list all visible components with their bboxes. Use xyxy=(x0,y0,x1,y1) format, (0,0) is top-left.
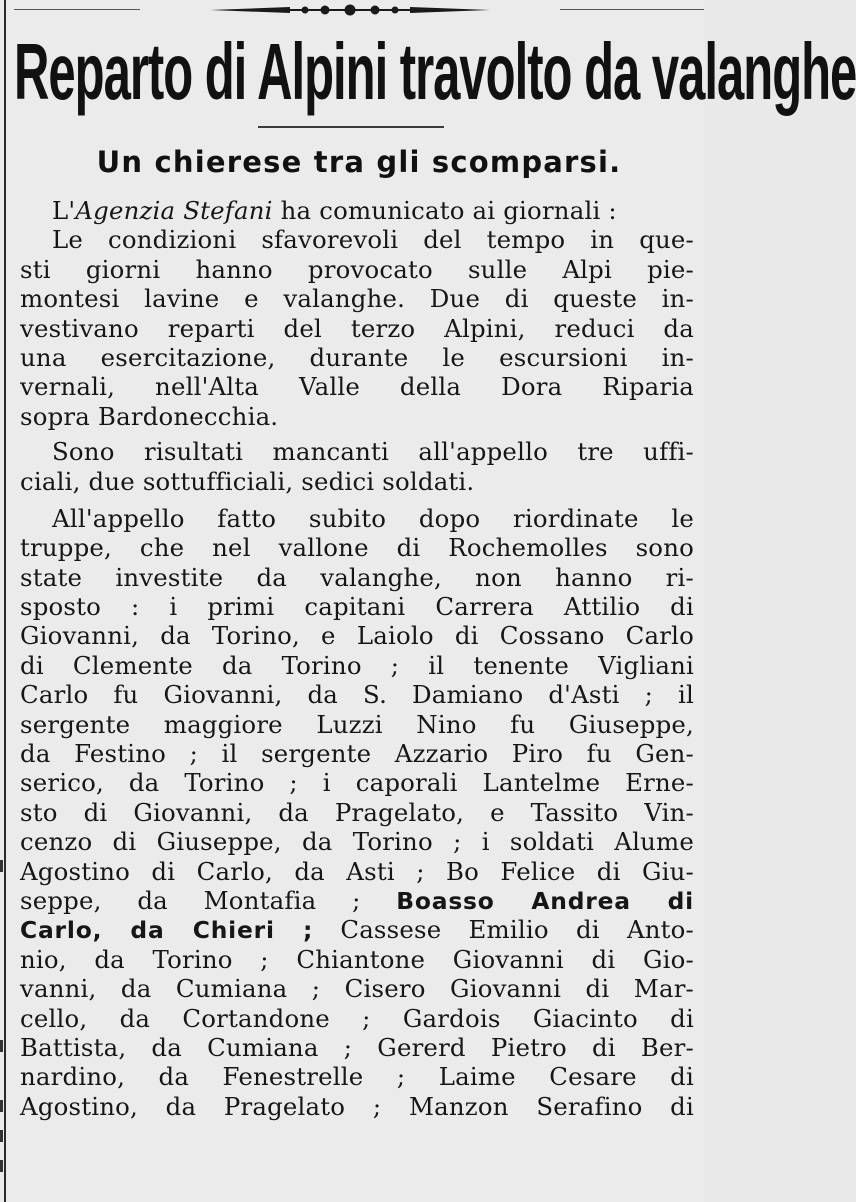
text-line: da Festino ; il sergente Azzario Piro fu Gen- xyxy=(20,739,694,769)
subheadline: Un chierese tra gli scomparsi. xyxy=(96,145,622,179)
highlighted-name: Boasso Andrea di xyxy=(396,886,694,915)
text-line: serico, da Torino ; i caporali Lantelme Erne- xyxy=(20,768,694,798)
text-line: nardino, da Fenestrelle ; Laime Cesare di xyxy=(20,1062,694,1092)
text-line: sposto : i primi capitani Carrera Attilio di xyxy=(20,592,694,622)
text-line: Carlo fu Giovanni, da S. Damiano d'Asti ; il xyxy=(20,680,694,710)
article-body xyxy=(20,196,694,1121)
text-line: Le condizioni sfavorevoli del tempo in que- xyxy=(52,225,694,255)
text-line: di Clemente da Torino ; il tenente Vigliani xyxy=(20,650,694,680)
text-line: sti giorni hanno provocato sulle Alpi pie- xyxy=(20,254,694,284)
paragraph-3 xyxy=(20,504,694,1121)
paragraph-1 xyxy=(20,225,694,431)
text-line: vernali, nell'Alta Valle della Dora Riparia xyxy=(20,372,694,402)
text-line: montesi lavine e valanghe. Due di queste in- xyxy=(20,284,694,314)
headline: Reparto di Alpini travolto da valanghe xyxy=(14,29,856,117)
text-line: All'appello fatto subito dopo riordinate le xyxy=(52,503,694,533)
text-line: truppe, che nel vallone di Rochemolles sono xyxy=(20,533,694,563)
text-line: vanni, da Cumiana ; Cisero Giovanni di Mar- xyxy=(20,974,694,1004)
text-line: sopra Bardonecchia. xyxy=(20,401,279,431)
text-line: state investite da valanghe, non hanno ri- xyxy=(20,562,694,592)
text-line: cenzo di Giuseppe, da Torino ; i soldati Alume xyxy=(20,827,694,857)
text-line: sergente maggiore Luzzi Nino fu Giuseppe, xyxy=(20,709,694,739)
text-line: una esercitazione, durante le escursioni in- xyxy=(20,342,694,372)
agency-name: Agenzia Stefani xyxy=(75,196,273,225)
text-line: ciali, due sottufficiali, sedici soldati. xyxy=(20,466,475,496)
text-line: nio, da Torino ; Chiantone Giovanni di Gio- xyxy=(20,944,694,974)
column-rule xyxy=(4,0,6,1202)
margin-marks xyxy=(0,860,4,1190)
text-line: sto di Giovanni, da Pragelato, e Tassito Vin- xyxy=(20,797,694,827)
text-line: Agostino di Carlo, da Asti ; Bo Felice di Giu- xyxy=(20,856,694,886)
text-line: vestivano reparti del terzo Alpini, reduci da xyxy=(20,313,694,343)
headline-divider xyxy=(258,126,444,128)
text-line: seppe, da Montafia ; Boasso Andrea di xyxy=(20,885,694,915)
paragraph-2 xyxy=(20,437,694,496)
highlighted-name: Carlo, da Chieri ; xyxy=(20,916,314,945)
text-line: Sono risultati mancanti all'appello tre uffi- xyxy=(52,437,694,467)
text-line: Agostino, da Pragelato ; Manzon Serafino di xyxy=(20,1091,694,1121)
text-line: Carlo, da Chieri ; Cassese Emilio di Anto- xyxy=(20,915,694,945)
text-line: Giovanni, da Torino, e Laiolo di Cossano Carlo xyxy=(20,621,694,651)
text-line: Battista, da Cumiana ; Gererd Pietro di Ber- xyxy=(20,1032,694,1062)
intro-line: L'Agenzia Stefani ha comunicato ai giornali : xyxy=(52,196,617,225)
text-line: cello, da Cortandone ; Gardois Giacinto di xyxy=(20,1003,694,1033)
